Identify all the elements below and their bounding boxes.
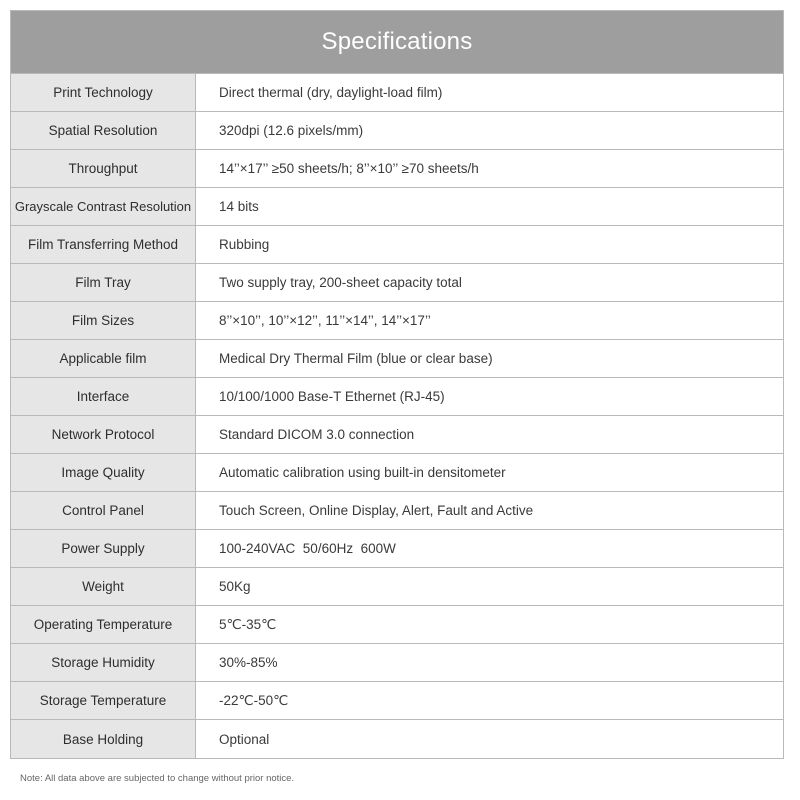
table-row <box>11 226 783 264</box>
row-value: Rubbing <box>219 237 270 252</box>
row-value: Direct thermal (dry, daylight-load film) <box>219 85 443 100</box>
specifications-table <box>10 10 784 759</box>
table-row <box>11 568 783 606</box>
table-row <box>11 188 783 226</box>
table-row <box>11 112 783 150</box>
row-value: Touch Screen, Online Display, Alert, Fault and Active <box>219 503 534 518</box>
row-value: 100-240VAC 50/60Hz 600W <box>219 541 396 556</box>
row-label: Applicable film <box>11 340 196 377</box>
row-label: Base Holding <box>11 720 196 758</box>
row-label: Power Supply <box>11 530 196 567</box>
row-label: Image Quality <box>11 454 196 491</box>
table-row <box>11 606 783 644</box>
row-value: 14 bits <box>219 199 259 214</box>
row-label: Interface <box>11 378 196 415</box>
disclaimer-note: Note: All data above are subjected to change without prior notice. <box>20 773 295 784</box>
row-value: 5℃-35℃ <box>219 616 277 632</box>
table-title: Specifications <box>11 11 783 74</box>
row-value: Standard DICOM 3.0 connection <box>219 427 415 442</box>
row-label: Storage Humidity <box>11 644 196 681</box>
row-label: Film Transferring Method <box>11 226 196 263</box>
row-value: 8’’×10’’, 10’’×12’’, 11’’×14’’, 14’’×17’’ <box>219 313 431 328</box>
row-label: Network Protocol <box>11 416 196 453</box>
table-row <box>11 340 783 378</box>
row-value: Optional <box>219 731 270 747</box>
table-row <box>11 378 783 416</box>
row-label: Weight <box>11 568 196 605</box>
row-label: Operating Temperature <box>11 606 196 643</box>
row-value: 320dpi (12.6 pixels/mm) <box>219 123 364 138</box>
table-row <box>11 454 783 492</box>
table-row <box>11 644 783 682</box>
table-row <box>11 74 783 112</box>
row-value: Medical Dry Thermal Film (blue or clear base) <box>219 351 493 366</box>
table-row <box>11 720 783 758</box>
row-label: Control Panel <box>11 492 196 529</box>
row-value: Two supply tray, 200-sheet capacity total <box>219 275 462 290</box>
table-row <box>11 682 783 720</box>
table-row <box>11 264 783 302</box>
table-row <box>11 416 783 454</box>
row-label: Grayscale Contrast Resolution <box>11 188 196 225</box>
row-value: 30%-85% <box>219 655 278 670</box>
table-row <box>11 530 783 568</box>
row-label: Film Sizes <box>11 302 196 339</box>
row-value: 50Kg <box>219 579 251 594</box>
table-row <box>11 302 783 340</box>
row-label: Storage Temperature <box>11 682 196 719</box>
row-label: Print Technology <box>11 74 196 111</box>
table-row <box>11 150 783 188</box>
table-row <box>11 492 783 530</box>
row-label: Spatial Resolution <box>11 112 196 149</box>
row-label: Throughput <box>11 150 196 187</box>
row-label: Film Tray <box>11 264 196 301</box>
row-value: -22℃-50℃ <box>219 692 289 708</box>
row-value: 10/100/1000 Base-T Ethernet (RJ-45) <box>219 389 445 404</box>
row-value: 14’’×17’’ ≥50 sheets/h; 8’’×10’’ ≥70 sheets/h <box>219 161 479 176</box>
row-value: Automatic calibration using built-in densitometer <box>219 465 506 480</box>
